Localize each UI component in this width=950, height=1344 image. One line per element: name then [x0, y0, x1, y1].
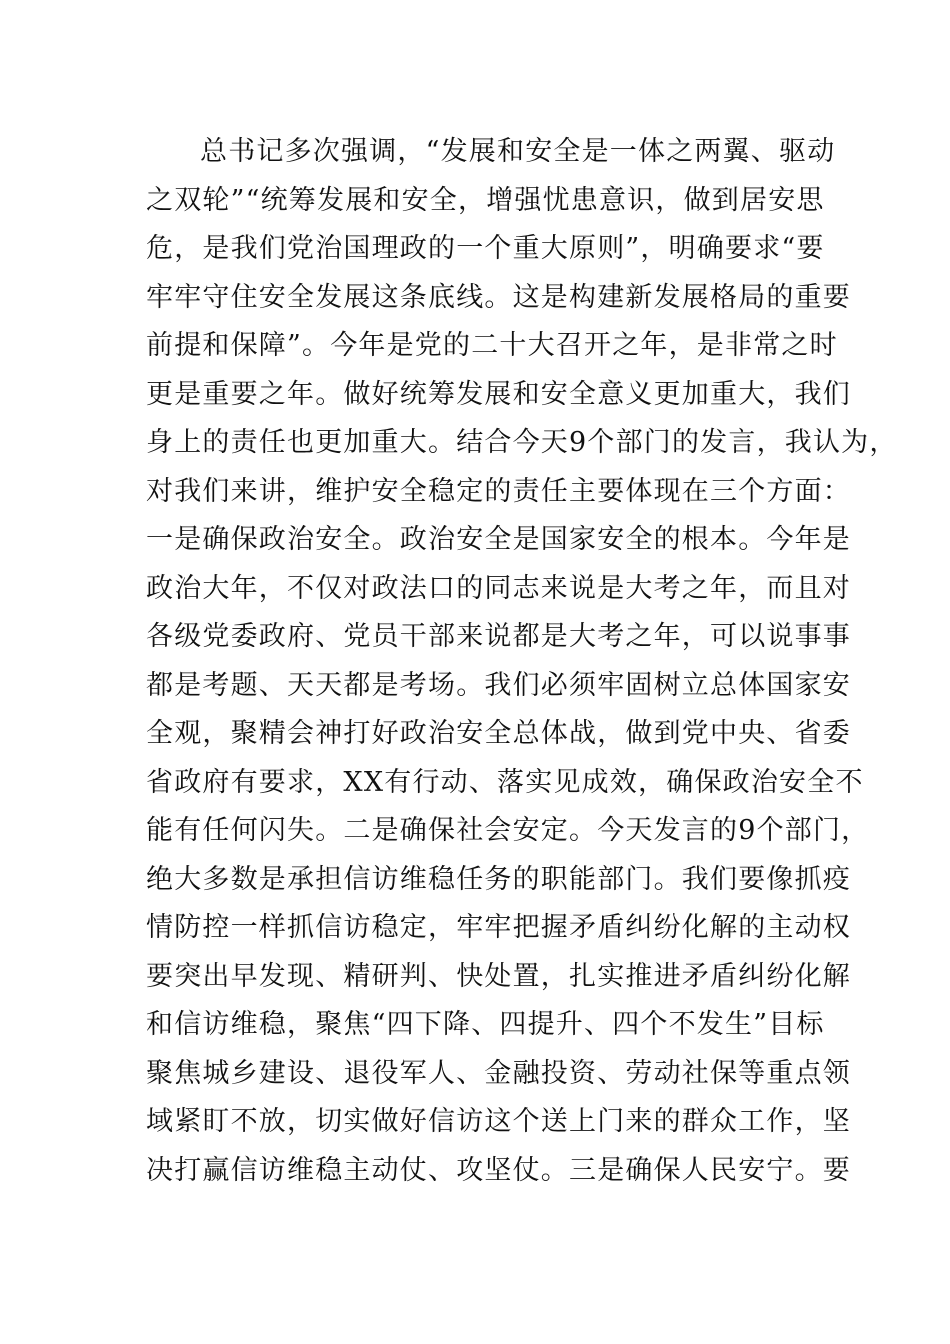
text-line: 身上的责任也更加重大。结合今天9个部门的发言，我认为，: [146, 427, 898, 458]
text-line: 之双轮”“统筹发展和安全，增强忧患意识，做到居安思: [146, 184, 825, 216]
text-line: 要突出早发现、精研判、快处置，扎实推进矛盾纠纷化解: [146, 960, 851, 992]
text-line: 聚焦城乡建设、退役军人、金融投资、劳动社保等重点领: [146, 1057, 851, 1089]
text-line: 政治大年，不仅对政法口的同志来说是大考之年，而且对: [146, 572, 851, 604]
text-line: 和信访维稳，聚焦“四下降、四提升、四个不发生”目标: [146, 1009, 825, 1040]
text-line: 全观，聚精会神打好政治安全总体战，做到党中央、省委: [146, 718, 851, 749]
text-line: 域紧盯不放，切实做好信访这个送上门来的群众工作，坚: [146, 1106, 851, 1137]
text-line: 更是重要之年。做好统筹发展和安全意义更加重大，我们: [146, 378, 851, 410]
text-line: 都是考题、天天都是考场。我们必须牢固树立总体国家安: [146, 669, 851, 701]
text-line: 绝大多数是承担信访维稳任务的职能部门。我们要像抓疫: [146, 863, 851, 895]
body-text: [146, 128, 898, 1195]
text-line: 能有任何闪失。二是确保社会安定。今天发言的9个部门，: [146, 815, 870, 846]
text-line: 总书记多次强调，“发展和安全是一体之两翼、驱动: [200, 136, 836, 167]
text-line: 一是确保政治安全。政治安全是国家安全的根本。今年是: [146, 524, 851, 555]
text-line: 决打赢信访维稳主动仗、攻坚仗。三是确保人民安宁。要: [146, 1154, 851, 1186]
text-line: 情防控一样抓信访稳定，牢牢把握矛盾纠纷化解的主动权: [146, 912, 851, 943]
text-line: 各级党委政府、党员干部来说都是大考之年，可以说事事: [146, 621, 851, 652]
text-line: 危，是我们党治国理政的一个重大原则”，明确要求“要: [146, 233, 825, 264]
text-line: 省政府有要求，XX有行动、落实见成效，确保政治安全不: [146, 766, 864, 798]
text-line: 牢牢守住安全发展这条底线。这是构建新发展格局的重要: [146, 281, 851, 313]
text-line: 前提和保障”。今年是党的二十大召开之年，是非常之时: [146, 330, 838, 361]
text-line: 对我们来讲，维护安全稳定的责任主要体现在三个方面：: [146, 475, 851, 507]
